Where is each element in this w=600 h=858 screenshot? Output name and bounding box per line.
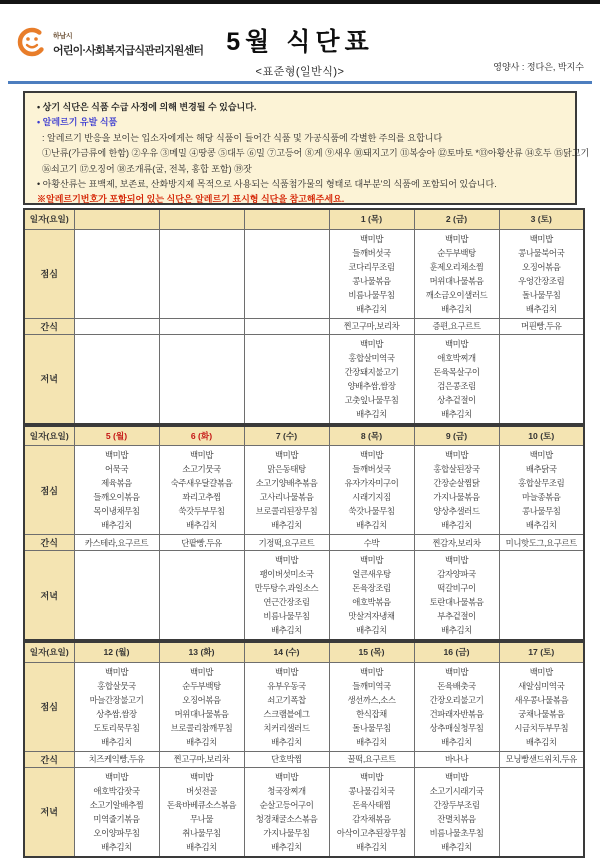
menu-item: 배추김치 bbox=[356, 736, 387, 747]
menu-item: 비름나물무침 bbox=[263, 611, 310, 621]
dinner-menu-cell bbox=[329, 767, 414, 857]
menu-item: 콩나물볶음 bbox=[352, 275, 391, 286]
date-header-row bbox=[24, 426, 584, 446]
menu-item: 궁채나물볶음 bbox=[518, 708, 565, 719]
snack-cell: 카스테라,요구르트 bbox=[74, 535, 159, 551]
menu-item: 백미밥 bbox=[359, 233, 384, 244]
menu-item: 시금치두부무침 bbox=[514, 722, 569, 733]
menu-item: 백미밥 bbox=[529, 450, 553, 460]
dinner-menu-cell bbox=[244, 767, 329, 857]
snack-row bbox=[24, 535, 584, 551]
nutritionist-names: 영양사 : 정다은, 박지수 bbox=[493, 62, 584, 72]
menu-item: 오징어볶음 bbox=[522, 261, 561, 272]
menu-item: 배추김치 bbox=[271, 520, 302, 530]
date-header-row bbox=[24, 642, 584, 662]
snack-cell: 단호박찜 bbox=[244, 751, 329, 767]
menu-item: 백미밥 bbox=[444, 233, 469, 244]
menu-item: 감자채볶음 bbox=[352, 813, 391, 824]
menu-item: 백미밥 bbox=[359, 338, 384, 349]
lunch-row-label: 점심 bbox=[24, 229, 74, 318]
snack-row bbox=[24, 751, 584, 767]
dinner-row bbox=[24, 334, 584, 424]
menu-item: 애호박감잣국 bbox=[93, 785, 140, 796]
snack-cell: 머핀빵,두유 bbox=[499, 318, 584, 334]
menu-item: 배추김치 bbox=[271, 841, 302, 852]
menu-item: 머위대나물볶음 bbox=[429, 275, 484, 286]
lunch-menu-cell bbox=[159, 662, 244, 751]
menu-item: 배추닭국 bbox=[525, 464, 557, 474]
menu-item: 백미밥 bbox=[274, 555, 299, 565]
document-header bbox=[0, 0, 600, 81]
menu-item: 배추김치 bbox=[186, 736, 217, 747]
menu-item: 꽈리고추찜 bbox=[182, 492, 221, 502]
week-2-table bbox=[23, 425, 585, 642]
menu-item: 백미밥 bbox=[359, 666, 384, 677]
header-divider-line bbox=[8, 81, 592, 84]
dinner-row-label: 저녁 bbox=[24, 551, 74, 641]
menu-item: 목이냉채무침 bbox=[93, 506, 140, 516]
menu-item: 깨소금오이샐러드 bbox=[425, 289, 488, 300]
menu-item: 가지나물무침 bbox=[263, 827, 310, 838]
snack-cell: 치즈케익빵,두유 bbox=[74, 751, 159, 767]
menu-item: 유부우동국 bbox=[267, 680, 306, 691]
dinner-menu-cell bbox=[499, 334, 584, 424]
menu-item: 어묵국 bbox=[104, 464, 129, 474]
menu-item: 백미밥 bbox=[104, 771, 129, 782]
allergy-warning: ※알레르기번호가 포함되어 있는 식단은 알레르기 표시형 식단을 참고해주세요. bbox=[37, 194, 345, 205]
snack-cell: 모닝빵샌드위치,두유 bbox=[499, 751, 584, 767]
menu-item: 백미밥 bbox=[444, 338, 469, 349]
day-header: 12 (월) bbox=[74, 642, 159, 662]
date-row-label: 일자(요일) bbox=[24, 642, 74, 662]
day-header: 2 (금) bbox=[414, 209, 499, 229]
dinner-menu-cell bbox=[414, 551, 499, 641]
snack-cell bbox=[74, 318, 159, 334]
day-header: 17 (토) bbox=[499, 642, 584, 662]
menu-item: 제육볶음 bbox=[101, 478, 132, 488]
menu-item: 배추김치 bbox=[441, 841, 472, 852]
lunch-row bbox=[24, 229, 584, 318]
menu-item: 간장오리불고기 bbox=[429, 694, 484, 705]
menu-item: 간장돼지불고기 bbox=[344, 366, 399, 377]
menu-item: 백미밥 bbox=[104, 450, 129, 460]
menu-item: 청국장찌개 bbox=[267, 785, 306, 796]
day-header bbox=[244, 209, 329, 229]
menu-item: 버섯전골 bbox=[186, 785, 217, 796]
menu-item: 배추김치 bbox=[525, 303, 557, 314]
menu-item: 감자양파국 bbox=[437, 569, 476, 579]
menu-item: 소고기뭇국 bbox=[182, 464, 221, 474]
menu-item: 마늘간장불고기 bbox=[89, 694, 144, 705]
snack-cell: 증편,요구르트 bbox=[414, 318, 499, 334]
menu-item: 치커리샐러드 bbox=[263, 722, 310, 733]
lunch-row bbox=[24, 446, 584, 535]
lunch-row-label: 점심 bbox=[24, 446, 74, 535]
menu-item: 쑥갓나물무침 bbox=[348, 506, 395, 516]
menu-item: 애호박볶음 bbox=[352, 597, 391, 607]
menu-item: 팽이버섯미소국 bbox=[259, 569, 314, 579]
menu-item: 스크램블에그 bbox=[263, 708, 310, 719]
menu-item: 소고기알배추찜 bbox=[89, 799, 144, 810]
menu-item: 가지나물볶음 bbox=[433, 492, 480, 502]
menu-item: 배추김치 bbox=[441, 408, 472, 419]
dinner-menu-cell bbox=[499, 551, 584, 641]
lunch-menu-cell bbox=[244, 662, 329, 751]
menu-item: 소고기양배추볶음 bbox=[255, 478, 318, 488]
menu-item: 코다리무조림 bbox=[348, 261, 395, 272]
dinner-menu-cell bbox=[159, 767, 244, 857]
menu-item: 청경채굴소스볶음 bbox=[255, 813, 318, 824]
menu-item: 소고기시래기국 bbox=[429, 785, 484, 796]
snack-cell: 찐감자,보리차 bbox=[414, 535, 499, 551]
dinner-menu-cell bbox=[244, 334, 329, 424]
menu-item: 양상추샐러드 bbox=[433, 506, 480, 516]
snack-cell: 꿀떡,요구르트 bbox=[329, 751, 414, 767]
menu-item: 돌나물무침 bbox=[352, 722, 391, 733]
dinner-menu-cell bbox=[159, 551, 244, 641]
snack-row-label: 간식 bbox=[24, 751, 74, 767]
menu-item: 백미밥 bbox=[274, 666, 299, 677]
menu-item: 숙주새우달걀볶음 bbox=[170, 478, 233, 488]
allergen-list-1: ①난류(가금류에 한함) ②우유 ③메밀 ④땅콩 ⑤대두 ⑥밀 ⑦고등어 ⑧게 ⑨새우 ⑩돼지고기 ⑪복숭아 ⑫토마토 *⑬아황산류 ⑭호두 ⑮닭고기 bbox=[42, 148, 590, 159]
snack-cell bbox=[159, 318, 244, 334]
menu-item: 쑥갓두부무침 bbox=[178, 506, 225, 516]
menu-item: 떡갈비구이 bbox=[437, 583, 476, 593]
day-header: 8 (목) bbox=[329, 426, 414, 446]
sulfite-note: • 아황산류는 표백제, 보존료, 산화방지제 목적으로 사용되는 식품첨가물의 형태로 대부분'의 식품에 포함되어 있습니다. bbox=[37, 179, 497, 190]
snack-row-label: 간식 bbox=[24, 318, 74, 334]
menu-item: 훈제오리채소찜 bbox=[429, 261, 484, 272]
snack-cell: 미니핫도그,요구르트 bbox=[499, 535, 584, 551]
snack-cell: 단팥빵,두유 bbox=[159, 535, 244, 551]
menu-item: 돈육사태찜 bbox=[352, 799, 391, 810]
menu-item: 백미밥 bbox=[359, 450, 384, 460]
menu-item: 만두탕수,과일소스 bbox=[254, 583, 319, 593]
menu-item: 배추김치 bbox=[441, 736, 472, 747]
dinner-menu-cell bbox=[414, 767, 499, 857]
menu-item: 간장두부조림 bbox=[433, 799, 480, 810]
date-row-label: 일자(요일) bbox=[24, 426, 74, 446]
menu-item: 새우콩나물볶음 bbox=[514, 694, 569, 705]
lunch-menu-cell bbox=[159, 229, 244, 318]
menu-item: 순두부백탕 bbox=[182, 680, 221, 691]
menu-item: 부추겉절이 bbox=[437, 611, 476, 621]
meal-plan-tables bbox=[23, 208, 585, 858]
logo-center-name: 어린이·사회복지급식관리지원센터 bbox=[53, 45, 204, 57]
menu-item: 백미밥 bbox=[104, 666, 129, 677]
day-header: 13 (화) bbox=[159, 642, 244, 662]
menu-item: 돌나물무침 bbox=[522, 289, 561, 300]
page-title: 5월 식단표 bbox=[226, 28, 374, 56]
menu-item: 고춧잎나물무침 bbox=[344, 394, 399, 405]
dinner-menu-cell bbox=[244, 551, 329, 641]
menu-item: 배추김치 bbox=[271, 736, 302, 747]
menu-item: 백미밥 bbox=[529, 233, 553, 244]
menu-item: 배추김치 bbox=[441, 625, 472, 635]
week-3-table bbox=[23, 641, 585, 858]
dinner-row bbox=[24, 767, 584, 857]
menu-item: 고사리나물볶음 bbox=[259, 492, 314, 502]
dinner-menu-cell bbox=[499, 767, 584, 857]
snack-cell: 수박 bbox=[329, 535, 414, 551]
menu-item: 쇠고기폭찹 bbox=[267, 694, 306, 705]
menu-item: 취나물무침 bbox=[182, 827, 221, 838]
dinner-menu-cell bbox=[159, 334, 244, 424]
date-header-row bbox=[24, 209, 584, 229]
week-1-table bbox=[23, 208, 585, 425]
lunch-menu-cell bbox=[244, 446, 329, 535]
menu-item: 도토리묵무침 bbox=[93, 722, 140, 733]
menu-item: 들깨버섯국 bbox=[352, 247, 391, 258]
menu-item: 백미밥 bbox=[359, 771, 384, 782]
menu-item: 백미밥 bbox=[444, 450, 469, 460]
menu-item: 양배추쌈,쌈장 bbox=[347, 380, 396, 391]
lunch-row bbox=[24, 662, 584, 751]
lunch-menu-cell bbox=[244, 229, 329, 318]
menu-item: 배추김치 bbox=[356, 303, 387, 314]
menu-item: 오징어볶음 bbox=[182, 694, 221, 705]
menu-item: 맑은동태탕 bbox=[267, 464, 306, 474]
menu-item: 배추김치 bbox=[101, 736, 132, 747]
day-header: 14 (수) bbox=[244, 642, 329, 662]
dinner-menu-cell bbox=[329, 551, 414, 641]
dinner-menu-cell bbox=[414, 334, 499, 424]
menu-item: 배추김치 bbox=[525, 736, 557, 747]
menu-item: 머위대나물볶음 bbox=[174, 708, 229, 719]
menu-item: 잔멸치볶음 bbox=[437, 813, 476, 824]
menu-item: 배추김치 bbox=[525, 520, 557, 530]
date-row-label: 일자(요일) bbox=[24, 209, 74, 229]
menu-item: 배추김치 bbox=[186, 520, 217, 530]
lunch-menu-cell bbox=[159, 446, 244, 535]
dinner-menu-cell bbox=[74, 334, 159, 424]
lunch-menu-cell bbox=[414, 662, 499, 751]
lunch-menu-cell bbox=[414, 229, 499, 318]
snack-cell: 바나나 bbox=[414, 751, 499, 767]
menu-item: 돈육바베큐소스볶음 bbox=[166, 799, 237, 810]
menu-item: 맛살겨자냉채 bbox=[348, 611, 395, 621]
menu-item: 백미밥 bbox=[274, 771, 299, 782]
menu-item: 토란대나물볶음 bbox=[429, 597, 484, 607]
snack-row bbox=[24, 318, 584, 334]
menu-type-subtitle: <표준형(일반식)> bbox=[255, 66, 345, 78]
logo-city-label: 하남시 bbox=[53, 33, 73, 40]
lunch-menu-cell bbox=[74, 662, 159, 751]
day-header: 10 (토) bbox=[499, 426, 584, 446]
menu-item: 브로콜리된장무침 bbox=[255, 506, 318, 516]
menu-item: 콩나물김치국 bbox=[348, 785, 395, 796]
menu-item: 백미밥 bbox=[189, 666, 214, 677]
menu-item: 백미밥 bbox=[444, 666, 469, 677]
lunch-menu-cell bbox=[499, 662, 584, 751]
menu-item: 검은콩조림 bbox=[437, 380, 476, 391]
menu-item: 순두부백탕 bbox=[437, 247, 476, 258]
menu-item: 홍합살미역국 bbox=[348, 352, 395, 363]
menu-item: 백미밥 bbox=[444, 555, 469, 565]
snack-row-label: 간식 bbox=[24, 535, 74, 551]
dinner-menu-cell bbox=[329, 334, 414, 424]
menu-item: 배추김치 bbox=[441, 303, 472, 314]
menu-item: 간장순살찜닭 bbox=[433, 478, 480, 488]
menu-item: 백미밥 bbox=[444, 771, 469, 782]
menu-item: 들깨오이볶음 bbox=[93, 492, 140, 502]
snack-cell: 찐고구마,보리차 bbox=[159, 751, 244, 767]
day-header: 15 (목) bbox=[329, 642, 414, 662]
menu-item: 마늘종볶음 bbox=[522, 492, 561, 502]
menu-item: 비름나물초무침 bbox=[429, 827, 484, 838]
menu-item: 얼큰새우탕 bbox=[352, 569, 391, 579]
menu-item: 홍합살무조림 bbox=[518, 478, 565, 488]
menu-item: 건파래자반볶음 bbox=[429, 708, 484, 719]
menu-item: 배추김치 bbox=[271, 625, 302, 635]
menu-item: 들깨버섯국 bbox=[352, 464, 391, 474]
allergen-list-2: ⑯쇠고기 ⑰오징어 ⑱조개류(굴, 전복, 홍합 포함) ⑲잣 bbox=[42, 163, 252, 174]
menu-item: 배추김치 bbox=[356, 520, 387, 530]
dinner-menu-cell bbox=[74, 767, 159, 857]
menu-item: 콩나물무침 bbox=[522, 506, 561, 516]
menu-item: 생선까스,소스 bbox=[347, 694, 396, 705]
menu-item: 배추김치 bbox=[356, 841, 387, 852]
menu-item: 배추김치 bbox=[101, 841, 132, 852]
snack-cell: 찐고구마,보리차 bbox=[329, 318, 414, 334]
day-header: 1 (목) bbox=[329, 209, 414, 229]
day-header: 3 (토) bbox=[499, 209, 584, 229]
menu-item: 백미밥 bbox=[189, 771, 214, 782]
menu-item: 비름나물무침 bbox=[348, 289, 395, 300]
menu-item: 배추김치 bbox=[101, 520, 132, 530]
lunch-menu-cell bbox=[329, 229, 414, 318]
dinner-row bbox=[24, 551, 584, 641]
menu-item: 배추김치 bbox=[356, 408, 387, 419]
lunch-menu-cell bbox=[414, 446, 499, 535]
menu-item: 브로콜리참깨무침 bbox=[170, 722, 233, 733]
dinner-row-label: 저녁 bbox=[24, 767, 74, 857]
menu-item: 돈육배춧국 bbox=[437, 680, 476, 691]
lunch-row-label: 점심 bbox=[24, 662, 74, 751]
menu-item: 애호박찌개 bbox=[437, 352, 476, 363]
menu-item: 상추쌈,쌈장 bbox=[96, 708, 137, 719]
menu-item: 미역줄기볶음 bbox=[93, 813, 140, 824]
menu-item: 배추김치 bbox=[186, 841, 217, 852]
day-header: 16 (금) bbox=[414, 642, 499, 662]
day-header-holiday: 6 (화) bbox=[159, 426, 244, 446]
menu-item: 홍합살뭇국 bbox=[97, 680, 136, 691]
menu-item: 백미밥 bbox=[359, 555, 384, 565]
menu-item: 유자가자미구이 bbox=[344, 478, 399, 488]
menu-item: 돈육장조림 bbox=[352, 583, 391, 593]
day-header bbox=[159, 209, 244, 229]
menu-item: 순살고등어구이 bbox=[259, 799, 314, 810]
lunch-menu-cell bbox=[329, 662, 414, 751]
menu-item: 돈육목살구이 bbox=[433, 366, 480, 377]
menu-item: 우엉간장조림 bbox=[518, 275, 565, 286]
day-header: 9 (금) bbox=[414, 426, 499, 446]
menu-item: 한식잡채 bbox=[356, 708, 387, 719]
allergy-title: • 알레르기 유발 식품 bbox=[37, 117, 118, 128]
menu-item: 배추김치 bbox=[356, 625, 387, 635]
menu-item: 배추김치 bbox=[441, 520, 472, 530]
menu-item: 상추겉절이 bbox=[437, 394, 476, 405]
lunch-menu-cell bbox=[329, 446, 414, 535]
snack-cell bbox=[244, 318, 329, 334]
allergy-notice-box bbox=[23, 91, 590, 205]
menu-item: 시래기지짐 bbox=[352, 492, 391, 502]
menu-item: 연근간장조림 bbox=[263, 597, 310, 607]
day-header-holiday: 5 (월) bbox=[74, 426, 159, 446]
menu-item: 아삭이고추된장무침 bbox=[336, 827, 407, 838]
allergy-description: : 알레르기 반응을 보이는 입소자에게는 해당 식품이 들어간 식품 및 가공식품에 각별한 주의를 요합니다 bbox=[42, 132, 443, 143]
menu-item: 오이양파무침 bbox=[93, 827, 140, 838]
snack-cell: 기정떡,요구르트 bbox=[244, 535, 329, 551]
day-header bbox=[74, 209, 159, 229]
lunch-menu-cell bbox=[499, 446, 584, 535]
lunch-menu-cell bbox=[74, 229, 159, 318]
menu-item: 들깨미역국 bbox=[352, 680, 391, 691]
menu-item: 새알심미역국 bbox=[518, 680, 565, 691]
lunch-menu-cell bbox=[74, 446, 159, 535]
dinner-row-label: 저녁 bbox=[24, 334, 74, 424]
menu-item: 무나물 bbox=[189, 813, 214, 824]
notice-change-line: • 상기 식단은 식품 수급 사정에 의해 변경될 수 있습니다. bbox=[37, 102, 257, 112]
menu-item: 콩나물북어국 bbox=[518, 247, 565, 258]
menu-item: 상추매실청무침 bbox=[429, 722, 484, 733]
menu-item: 홍합살된장국 bbox=[433, 464, 480, 474]
menu-item: 백미밥 bbox=[529, 666, 553, 677]
menu-item: 백미밥 bbox=[189, 450, 214, 460]
lunch-menu-cell bbox=[499, 229, 584, 318]
day-header: 7 (수) bbox=[244, 426, 329, 446]
menu-item: 백미밥 bbox=[274, 450, 299, 460]
dinner-menu-cell bbox=[74, 551, 159, 641]
